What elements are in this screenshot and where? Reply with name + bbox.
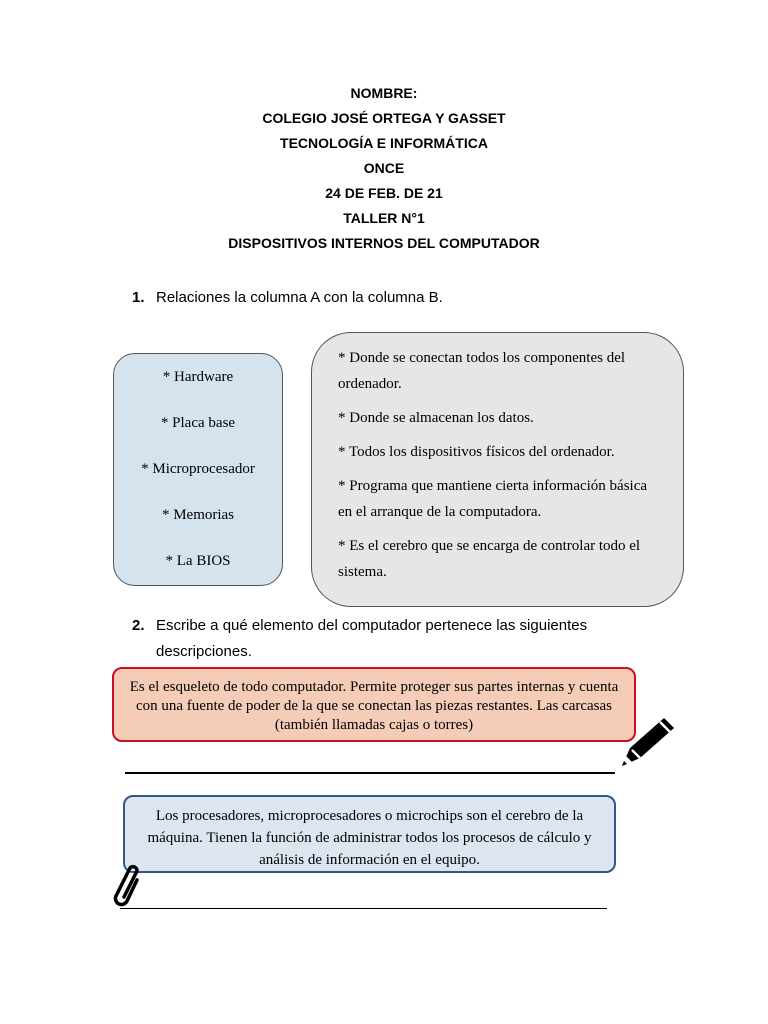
column-b-item: * Donde se almacenan los datos.	[338, 410, 534, 426]
answer-line-2[interactable]	[120, 908, 607, 909]
column-b-item: * Es el cerebro que se encarga de controlar todo el sistema.	[338, 538, 641, 580]
column-a-item: * Placa base	[160, 415, 236, 431]
date: 24 DE FEB. DE 21	[325, 185, 443, 201]
column-a-item: * Memorias	[161, 507, 235, 523]
question-1	[132, 285, 616, 311]
question-2	[132, 613, 616, 665]
column-a-item: * Hardware	[162, 369, 234, 385]
column-b-item: * Programa que mantiene cierta información básica en el arranque de la computadora.	[338, 478, 648, 520]
question-2-text: Escribe a qué elemento del computador pertenece las siguientes descripciones.	[156, 617, 588, 660]
question-1-text: Relaciones la columna A con la columna B.	[156, 289, 443, 306]
column-a-box	[113, 353, 283, 586]
question-2-number: 2.	[132, 617, 145, 634]
column-a-item: * La BIOS	[165, 553, 231, 569]
column-b-item: * Todos los dispositivos físicos del ordenador.	[338, 444, 615, 460]
workshop-number: TALLER N°1	[343, 210, 425, 226]
column-b-item: * Donde se conectan todos los componentes del ordenador.	[338, 350, 626, 392]
grade: ONCE	[363, 160, 405, 176]
workshop-title: DISPOSITIVOS INTERNOS DEL COMPUTADOR	[228, 235, 540, 251]
answer-line-1[interactable]	[125, 772, 615, 774]
description-box-1: Es el esqueleto de todo computador. Permite proteger sus partes internas y cuenta con una fuente de poder de la que se conectan las piezas restantes. Las carcasas (también llamadas cajas o torres)	[112, 667, 636, 742]
description-box-2: Los procesadores, microprocesadores o microchips son el cerebro de la máquina. Tienen la función de administrar todos los procesos de cálculo y análisis de información en el equipo.	[123, 795, 616, 873]
document-header	[0, 83, 768, 258]
school-name: COLEGIO JOSÉ ORTEGA Y GASSET	[262, 110, 506, 126]
column-a-item: * Microprocesador	[141, 461, 255, 477]
column-b-box	[311, 332, 684, 607]
pencil-icon	[618, 714, 678, 770]
question-1-number: 1.	[132, 289, 145, 306]
subject: TECNOLOGÍA E INFORMÁTICA	[280, 135, 488, 151]
name-label: NOMBRE:	[350, 85, 418, 101]
paperclip-icon	[108, 862, 140, 908]
